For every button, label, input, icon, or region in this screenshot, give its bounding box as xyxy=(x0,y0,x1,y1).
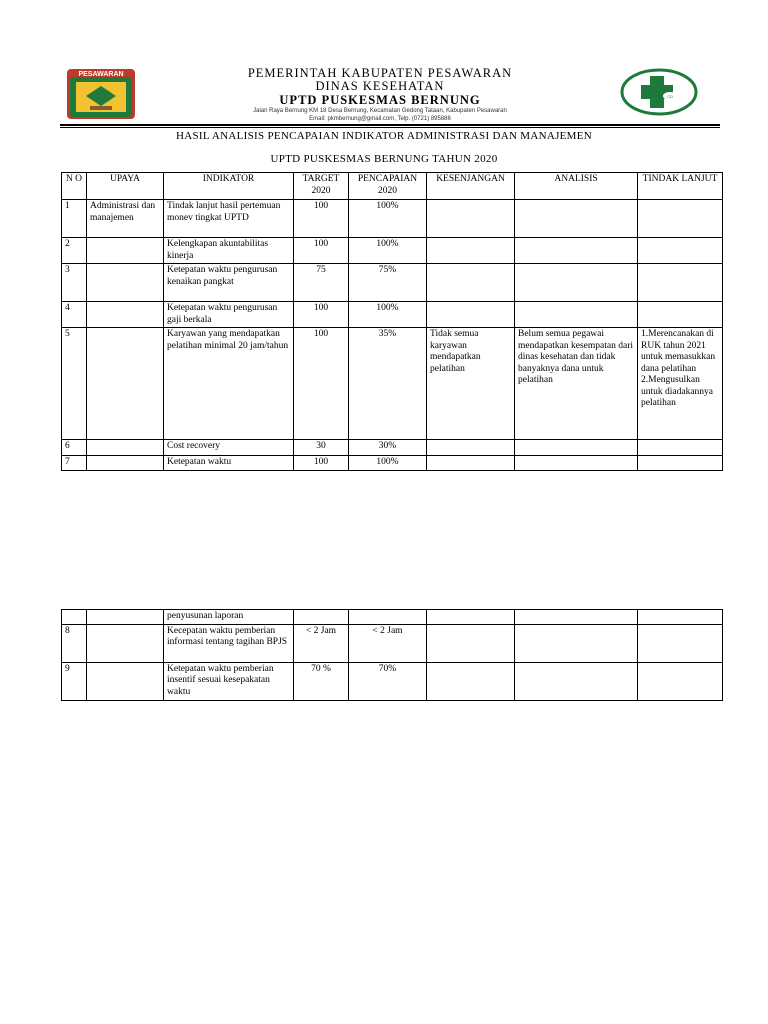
table-row xyxy=(62,624,723,662)
header-upaya: UPAYA xyxy=(87,173,164,200)
cell-upaya xyxy=(87,264,164,302)
cell-analisis xyxy=(515,238,638,264)
cell-analisis xyxy=(515,456,638,471)
table-row xyxy=(62,440,723,456)
header-target: TARGET 2020 xyxy=(294,173,349,200)
cell-indikator: Ketepatan waktu pengurusan gaji berkala xyxy=(164,302,294,328)
cell-kesenjangan xyxy=(427,264,515,302)
cell-pencapaian: 30% xyxy=(349,440,427,456)
header-pencapaian: PENCAPAIAN 2020 xyxy=(349,173,427,200)
cell-no: 5 xyxy=(62,328,87,440)
header-tindak-lanjut: TINDAK LANJUT xyxy=(638,173,723,200)
letterhead xyxy=(60,62,720,128)
header-analisis: ANALISIS xyxy=(515,173,638,200)
cell-no: 4 xyxy=(62,302,87,328)
table-row xyxy=(62,328,723,440)
cell-pencapaian: 70% xyxy=(349,662,427,700)
cell-upaya xyxy=(87,610,164,625)
cell-tindak xyxy=(638,610,723,625)
cell-target: 100 xyxy=(294,238,349,264)
table-row xyxy=(62,610,723,625)
cell-kesenjangan xyxy=(427,662,515,700)
indicator-table xyxy=(61,172,723,471)
cell-no: 1 xyxy=(62,200,87,238)
letterhead-line3: UPTD PUSKESMAS BERNUNG xyxy=(279,93,481,107)
cell-indikator: Tindak lanjut hasil pertemuan monev tingkat UPTD xyxy=(164,200,294,238)
cell-indikator: Ketepatan waktu xyxy=(164,456,294,471)
letterhead-line2: DINAS KESEHATAN xyxy=(315,79,445,93)
cell-target: 75 xyxy=(294,264,349,302)
letterhead-text xyxy=(180,66,580,123)
cell-analisis xyxy=(515,200,638,238)
cell-upaya xyxy=(87,662,164,700)
report-title: HASIL ANALISIS PENCAPAIAN INDIKATOR ADMINISTRASI DAN MANAJEMEN xyxy=(175,130,593,142)
cell-tindak xyxy=(638,200,723,238)
report-subtitle: UPTD PUSKESMAS BERNUNG TAHUN 2020 xyxy=(270,153,498,165)
cell-pencapaian: < 2 Jam xyxy=(349,624,427,662)
cell-no: 7 xyxy=(62,456,87,471)
cell-indikator: penyusunan laporan xyxy=(164,610,294,625)
cell-kesenjangan xyxy=(427,302,515,328)
cell-no: 2 xyxy=(62,238,87,264)
cell-upaya xyxy=(87,456,164,471)
header-kesenjangan: KESENJANGAN xyxy=(427,173,515,200)
cell-no: 3 xyxy=(62,264,87,302)
cell-no: 9 xyxy=(62,662,87,700)
cell-kesenjangan xyxy=(427,238,515,264)
cell-pencapaian: 35% xyxy=(349,328,427,440)
cell-kesenjangan xyxy=(427,610,515,625)
cell-indikator: Kecepatan waktu pemberian informasi tentang tagihan BPJS xyxy=(164,624,294,662)
cell-upaya xyxy=(87,302,164,328)
cell-tindak: 1.Merencanakan di RUK tahun 2021 untuk memasukkan dana pelatihan 2.Mengusulkan untuk diadakannya pelatihan xyxy=(638,328,723,440)
table-row xyxy=(62,238,723,264)
cell-target: 100 xyxy=(294,200,349,238)
cell-analisis xyxy=(515,440,638,456)
cell-pencapaian: 100% xyxy=(349,238,427,264)
letterhead-rule-thick xyxy=(60,124,720,126)
cell-target: 30 xyxy=(294,440,349,456)
table-header-row xyxy=(62,173,723,200)
cell-upaya xyxy=(87,624,164,662)
letterhead-contact: Email: pkmbernung@gmail.com, Telp. (0721) 895886 xyxy=(309,116,451,122)
cell-tindak xyxy=(638,662,723,700)
cell-target: 100 xyxy=(294,456,349,471)
cell-no xyxy=(62,610,87,625)
cell-pencapaian: 100% xyxy=(349,200,427,238)
cell-kesenjangan xyxy=(427,440,515,456)
cell-kesenjangan: Tidak semua karyawan mendapatkan pelatihan xyxy=(427,328,515,440)
cell-analisis xyxy=(515,662,638,700)
cell-tindak xyxy=(638,238,723,264)
header-no: N O xyxy=(62,173,87,200)
cell-analisis xyxy=(515,264,638,302)
pesawaran-emblem-icon xyxy=(66,68,136,120)
cell-analisis xyxy=(515,624,638,662)
cell-target: 70 % xyxy=(294,662,349,700)
cell-upaya xyxy=(87,440,164,456)
emblem-label: PESAWARAN xyxy=(78,71,124,78)
cell-upaya: Administrasi dan manajemen xyxy=(87,200,164,238)
cell-pencapaian: 100% xyxy=(349,302,427,328)
table-row xyxy=(62,456,723,471)
cell-pencapaian: 75% xyxy=(349,264,427,302)
cell-tindak xyxy=(638,624,723,662)
cell-kesenjangan xyxy=(427,456,515,471)
cell-tindak xyxy=(638,264,723,302)
cell-indikator: Kelengkapan akuntabilitas kinerja xyxy=(164,238,294,264)
cell-target: < 2 Jam xyxy=(294,624,349,662)
cell-indikator: Ketepatan waktu pemberian insentif sesuai kesepakatan waktu xyxy=(164,662,294,700)
cell-analisis xyxy=(515,610,638,625)
cell-target: 100 xyxy=(294,302,349,328)
cell-kesenjangan xyxy=(427,200,515,238)
cell-indikator: Ketepatan waktu pengurusan kenaikan pangkat xyxy=(164,264,294,302)
letterhead-line1: PEMERINTAH KABUPATEN PESAWARAN xyxy=(247,66,513,80)
cell-upaya xyxy=(87,238,164,264)
logo-right-label: CD xyxy=(667,94,673,99)
header-indikator: INDIKATOR xyxy=(164,173,294,200)
table-row xyxy=(62,200,723,238)
cell-target xyxy=(294,610,349,625)
cell-indikator: Karyawan yang mendapatkan pelatihan minimal 20 jam/tahun xyxy=(164,328,294,440)
cell-kesenjangan xyxy=(427,624,515,662)
indicator-table-continued xyxy=(61,609,723,701)
puskesmas-logo-icon xyxy=(620,68,698,116)
cell-tindak xyxy=(638,302,723,328)
letterhead-rule-thin xyxy=(60,127,720,128)
table-row xyxy=(62,662,723,700)
cell-indikator: Cost recovery xyxy=(164,440,294,456)
table-row xyxy=(62,264,723,302)
cell-target: 100 xyxy=(294,328,349,440)
cell-upaya xyxy=(87,328,164,440)
cell-no: 6 xyxy=(62,440,87,456)
cell-tindak xyxy=(638,456,723,471)
letterhead-address: Jalan Raya Bernung KM 18 Desa Bernung, Kecamatan Gedong Tataan, Kabupaten Pesawaran xyxy=(253,108,507,114)
cell-pencapaian xyxy=(349,610,427,625)
cell-tindak xyxy=(638,440,723,456)
cell-pencapaian: 100% xyxy=(349,456,427,471)
cell-analisis xyxy=(515,302,638,328)
cell-analisis: Belum semua pegawai mendapatkan kesempatan dari dinas kesehatan dan tidak banyaknya dana untuk pelatihan xyxy=(515,328,638,440)
cell-no: 8 xyxy=(62,624,87,662)
table-row xyxy=(62,302,723,328)
